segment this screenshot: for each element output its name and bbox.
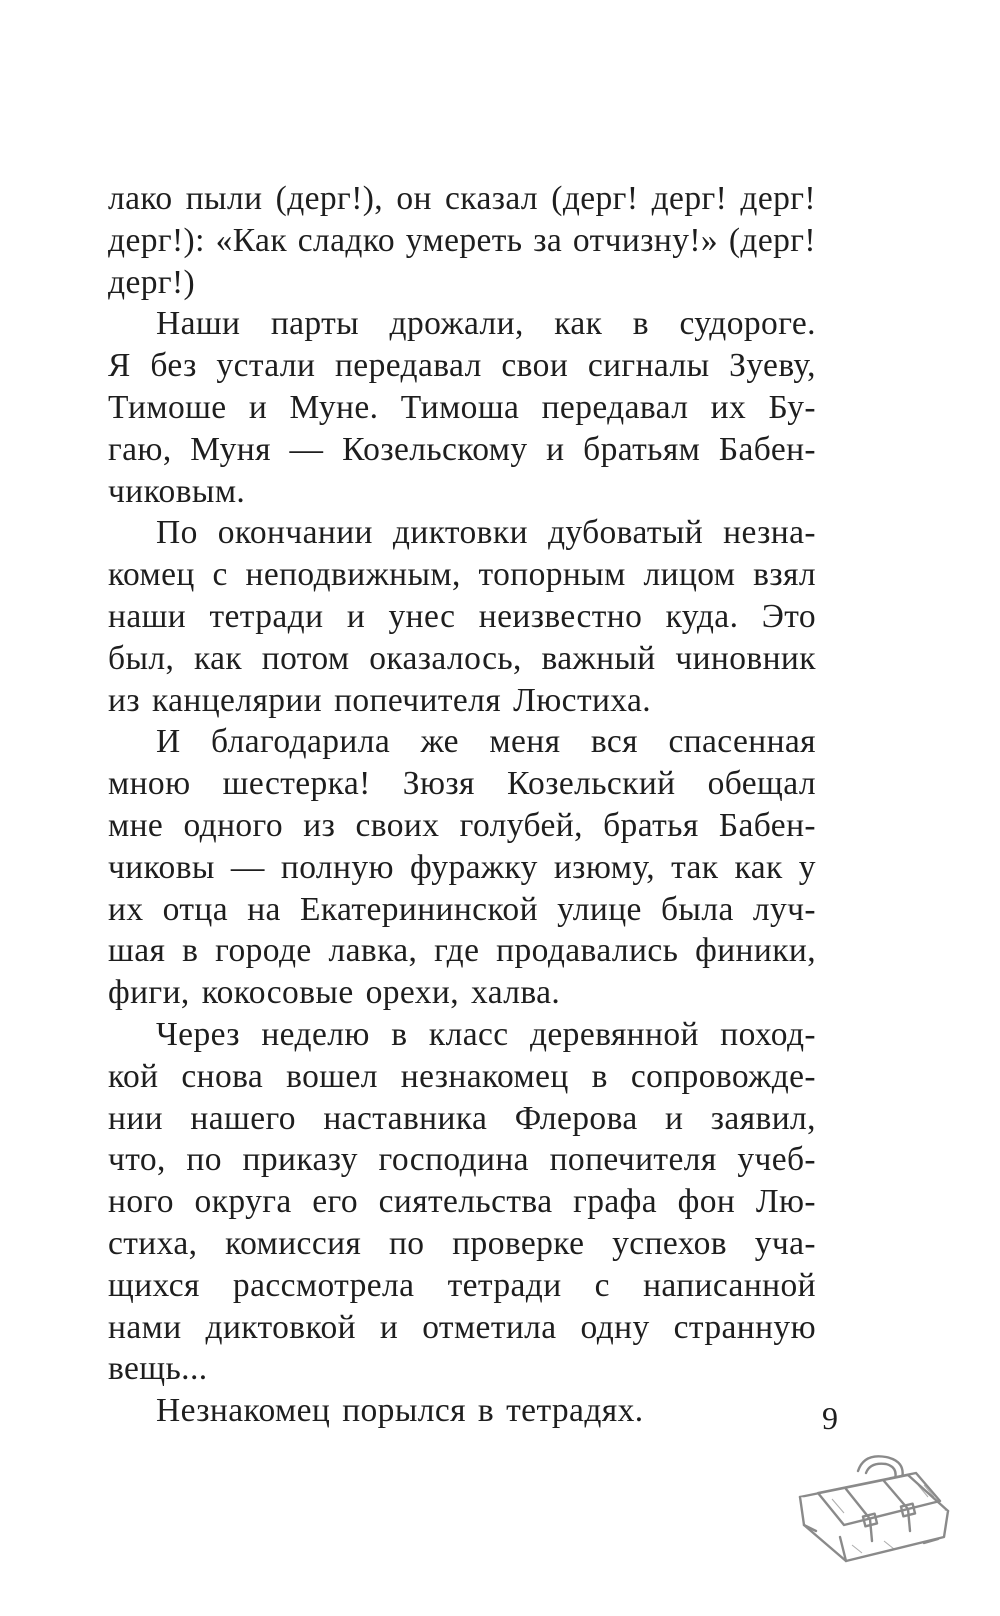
text-line — [108, 512, 816, 554]
word: нии — [108, 1099, 163, 1137]
text-line — [108, 1181, 816, 1223]
word: лицом — [643, 556, 736, 594]
word: меня — [489, 723, 561, 761]
word: стиха, — [108, 1224, 198, 1262]
word: лако — [108, 180, 173, 217]
word: и — [248, 388, 268, 426]
word: Зюзя — [402, 765, 475, 803]
word: заявил, — [710, 1099, 816, 1137]
word: сигналы — [587, 347, 710, 385]
word: Екатерининской — [299, 890, 538, 928]
text-line — [108, 1014, 816, 1056]
word: Бу- — [768, 388, 816, 426]
word: важный — [541, 639, 656, 677]
word: пыли — [185, 180, 263, 217]
word: лавка, — [328, 932, 418, 970]
word: сопровожде- — [630, 1057, 816, 1095]
word: из — [303, 806, 336, 844]
word: сладко — [297, 221, 395, 259]
word: умереть — [405, 221, 523, 259]
text-line — [108, 680, 816, 722]
word: неподвижным, — [245, 556, 461, 594]
word: без — [150, 347, 197, 385]
word: Козельскому — [342, 430, 528, 468]
word: «Как — [215, 221, 287, 259]
word: учеб- — [737, 1141, 816, 1179]
word: дерг! — [651, 180, 728, 217]
word: окончании — [217, 514, 373, 552]
word: неделю — [261, 1015, 370, 1053]
word: чиковы — [108, 848, 215, 886]
word: тетради — [447, 1266, 562, 1304]
text-line — [108, 220, 816, 262]
word: снова — [181, 1057, 264, 1095]
word: рассмотрела — [232, 1266, 415, 1304]
text-line — [108, 763, 816, 805]
word: и — [346, 597, 366, 635]
word: По — [156, 514, 198, 552]
word: округа — [194, 1183, 292, 1221]
word: вся — [590, 723, 638, 761]
text-line — [108, 889, 816, 931]
word: Я — [108, 347, 131, 385]
word: написанной — [643, 1266, 816, 1304]
word: куда. — [665, 597, 739, 635]
text-line — [108, 847, 816, 889]
word: у — [798, 848, 816, 886]
word: комиссия — [225, 1224, 362, 1262]
text-line — [108, 1265, 816, 1307]
word: как — [554, 305, 603, 343]
text-line — [108, 262, 816, 304]
word: и — [665, 1099, 684, 1137]
word: (дерг! — [728, 221, 816, 259]
word: ного — [108, 1183, 174, 1221]
word: шестерка! — [222, 765, 371, 803]
word: Тимоше — [108, 388, 227, 426]
word: передавал — [541, 388, 689, 426]
word: проверке — [452, 1224, 585, 1262]
word: чиновник — [675, 639, 816, 677]
word: незнакомец — [400, 1057, 569, 1095]
word: тетрадях. — [506, 1392, 644, 1430]
word: дерг! — [740, 180, 816, 217]
word: продавались — [496, 932, 679, 970]
word: и — [546, 430, 565, 468]
word: вошел — [286, 1057, 378, 1095]
word: устали — [216, 347, 316, 385]
word: Это — [761, 597, 816, 635]
word: странную — [673, 1308, 816, 1346]
text-line — [108, 596, 816, 638]
word: класс — [428, 1015, 509, 1053]
word: кой — [108, 1057, 159, 1095]
word: на — [247, 890, 281, 928]
word: улице — [557, 890, 642, 928]
text-line — [108, 721, 816, 763]
word: Козельский — [506, 765, 676, 803]
word: — — [289, 430, 324, 468]
briefcase-icon — [788, 1445, 956, 1565]
word: отца — [162, 890, 229, 928]
text-line — [108, 1139, 816, 1181]
word: диктовкой — [205, 1308, 356, 1346]
word: попечителя — [549, 1141, 717, 1179]
text-line — [108, 1390, 816, 1432]
word: приказу — [242, 1141, 358, 1179]
text-line — [108, 471, 816, 513]
word: графа — [573, 1183, 658, 1221]
word: так — [671, 848, 719, 886]
word: одну — [580, 1308, 650, 1346]
word: изюму, — [553, 848, 655, 886]
body-text — [108, 178, 816, 1432]
word: в — [182, 932, 199, 970]
word: Через — [156, 1015, 240, 1053]
word: за — [533, 221, 563, 259]
word: фиги, — [108, 974, 190, 1012]
word: топорным — [478, 556, 626, 594]
word: сказал — [445, 180, 539, 217]
word: спасенная — [668, 723, 816, 761]
word: в — [591, 1057, 608, 1095]
word: парты — [270, 305, 360, 343]
word: Бабен- — [718, 806, 816, 844]
word: поход- — [720, 1015, 816, 1053]
word: взял — [753, 556, 816, 594]
word: унес — [388, 597, 456, 635]
word: дерг!) — [108, 263, 196, 301]
word: дерг!): — [108, 221, 205, 259]
word: канцелярии — [151, 681, 323, 719]
word: Флерова — [514, 1099, 638, 1137]
word: И — [156, 723, 181, 761]
word: Муне. — [289, 388, 379, 426]
text-line — [108, 178, 816, 220]
text-line — [108, 554, 816, 596]
word: свои — [501, 347, 569, 385]
word: кокосовые — [201, 974, 354, 1012]
word: одного — [183, 806, 284, 844]
word: нами — [108, 1308, 182, 1346]
text-line — [108, 930, 816, 972]
word: комец — [108, 556, 195, 594]
word: мною — [108, 765, 191, 803]
word: по — [388, 1224, 425, 1262]
text-line — [108, 638, 816, 680]
word: Наши — [156, 305, 241, 343]
word: фон — [677, 1183, 736, 1221]
word: щихся — [108, 1266, 200, 1304]
word: из — [108, 681, 140, 719]
word: Люстиха. — [513, 681, 652, 719]
word: уча- — [754, 1224, 816, 1262]
word: благодарила — [211, 723, 391, 761]
word: как — [734, 848, 783, 886]
word: сиятельства — [378, 1183, 553, 1221]
word: своих — [355, 806, 440, 844]
text-line — [108, 1056, 816, 1098]
text-line — [108, 345, 816, 387]
word: по — [186, 1141, 222, 1179]
word: незна- — [723, 514, 816, 552]
word: Тимоша — [400, 388, 520, 426]
word: с — [212, 556, 228, 594]
word: — — [230, 848, 265, 886]
word: финики, — [695, 932, 816, 970]
word: Зуеву, — [729, 347, 816, 385]
word: шая — [108, 932, 166, 970]
word: вещь... — [108, 1350, 208, 1388]
word: с — [594, 1266, 610, 1304]
word: наставника — [323, 1099, 488, 1137]
word: господина — [378, 1141, 529, 1179]
word: полную — [280, 848, 394, 886]
word: голубей, — [459, 806, 583, 844]
word: братьям — [583, 430, 701, 468]
text-line — [108, 1348, 816, 1390]
word: мне — [108, 806, 164, 844]
word: в — [391, 1015, 408, 1053]
word: передавал — [334, 347, 482, 385]
word: наши — [108, 597, 187, 635]
text-line — [108, 972, 816, 1014]
word: орехи, — [365, 974, 459, 1012]
word: фуражку — [410, 848, 538, 886]
word: он — [396, 180, 432, 217]
word: в — [477, 1392, 495, 1430]
word: луч- — [752, 890, 816, 928]
word: их — [108, 890, 144, 928]
word: отметила — [422, 1308, 557, 1346]
text-line — [108, 1307, 816, 1349]
word: чиковым. — [108, 472, 246, 510]
word: обещал — [707, 765, 816, 803]
word: братья — [603, 806, 699, 844]
text-line — [108, 805, 816, 847]
word: их — [710, 388, 747, 426]
word: дрожали, — [389, 305, 524, 343]
word: деревянной — [529, 1015, 699, 1053]
text-line — [108, 303, 816, 345]
word: успехов — [612, 1224, 727, 1262]
word: же — [420, 723, 459, 761]
word: Муня — [190, 430, 271, 468]
word: халва. — [470, 974, 561, 1012]
word: как — [193, 639, 243, 677]
word: в — [632, 305, 649, 343]
word: попечителя — [334, 681, 502, 719]
word: где — [434, 932, 480, 970]
word: и — [379, 1308, 399, 1346]
page-number: 9 — [822, 1400, 838, 1436]
text-line — [108, 1098, 816, 1140]
word: гаю, — [108, 430, 172, 468]
word: была — [660, 890, 734, 928]
word: что, — [108, 1141, 166, 1179]
text-line — [108, 387, 816, 429]
word: Лю- — [755, 1183, 816, 1221]
word: тетради — [209, 597, 324, 635]
word: (дерг!), — [275, 180, 384, 217]
word: Бабен- — [718, 430, 816, 468]
word: судороге. — [679, 305, 816, 343]
word: потом — [261, 639, 350, 677]
word: диктовки — [392, 514, 528, 552]
word: неизвестно — [478, 597, 643, 635]
word: Незнакомец — [156, 1392, 331, 1430]
word: отчизну!» — [572, 221, 719, 259]
word: (дерг! — [551, 180, 639, 217]
word: городе — [215, 932, 312, 970]
text-line — [108, 1223, 816, 1265]
word: дубоватый — [547, 514, 704, 552]
word: был, — [108, 639, 175, 677]
text-line — [108, 429, 816, 471]
word: порылся — [342, 1392, 466, 1430]
word: оказалось, — [369, 639, 522, 677]
word: его — [312, 1183, 358, 1221]
word: нашего — [190, 1099, 296, 1137]
